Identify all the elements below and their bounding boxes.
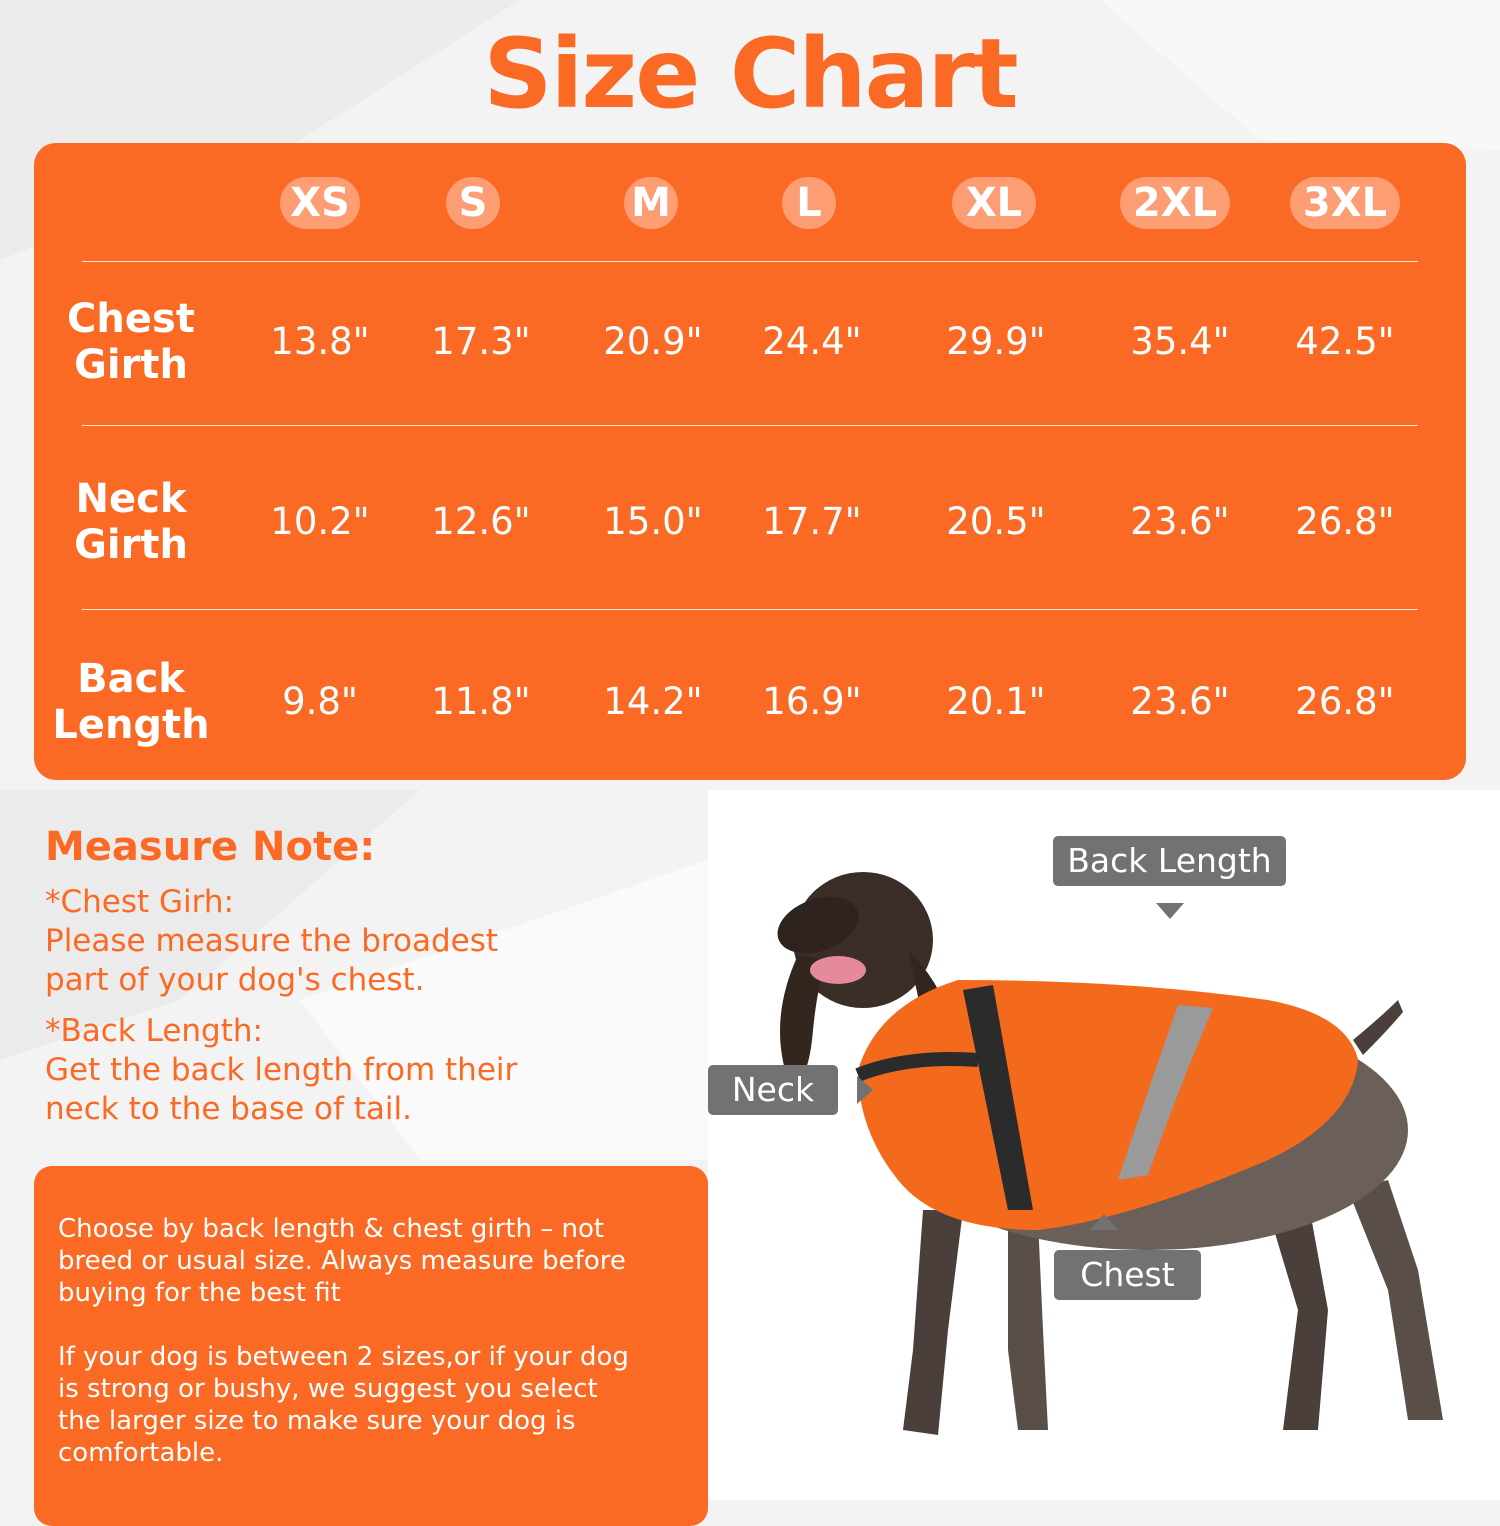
table-cell: 17.3" bbox=[431, 320, 531, 363]
table-cell: 12.6" bbox=[431, 500, 531, 543]
table-cell: 17.7" bbox=[762, 500, 862, 543]
neck-arrow-icon bbox=[857, 1076, 873, 1104]
size-header-xl: XL bbox=[952, 177, 1036, 229]
back-length-tag: Back Length bbox=[1053, 836, 1286, 886]
page-title: Size Chart bbox=[483, 18, 1017, 130]
back-note-heading: *Back Length: bbox=[45, 1013, 263, 1049]
back-length-arrow-icon bbox=[1156, 903, 1184, 919]
size-header-m: M bbox=[624, 177, 678, 229]
table-cell: 29.9" bbox=[946, 320, 1046, 363]
table-cell: 23.6" bbox=[1130, 500, 1230, 543]
table-cell: 11.8" bbox=[431, 680, 531, 723]
advice-text: is strong or bushy, we suggest you select bbox=[58, 1374, 598, 1404]
size-header-l: L bbox=[782, 177, 836, 229]
back-note-text: neck to the base of tail. bbox=[45, 1091, 412, 1127]
table-cell: 20.9" bbox=[603, 320, 703, 363]
size-header-xs: XS bbox=[280, 177, 360, 229]
advice-text: If your dog is between 2 sizes,or if your dog bbox=[58, 1342, 629, 1372]
back-note-text: Get the back length from their bbox=[45, 1052, 518, 1088]
table-cell: 20.1" bbox=[946, 680, 1046, 723]
table-divider bbox=[82, 425, 1418, 426]
row-label-chest-girth: Chest Girth bbox=[67, 296, 195, 388]
table-cell: 14.2" bbox=[603, 680, 703, 723]
advice-text: comfortable. bbox=[58, 1438, 224, 1468]
advice-text: the larger size to make sure your dog is bbox=[58, 1406, 576, 1436]
dog-in-jacket-illustration bbox=[708, 790, 1500, 1500]
chest-note-text: Please measure the broadest bbox=[45, 923, 498, 959]
chest-note-heading: *Chest Girh: bbox=[45, 884, 234, 920]
row-label-neck-girth: Neck Girth bbox=[74, 476, 188, 568]
table-cell: 10.2" bbox=[270, 500, 370, 543]
advice-text: Choose by back length & chest girth – not bbox=[58, 1214, 605, 1244]
table-cell: 16.9" bbox=[762, 680, 862, 723]
measure-note-title: Measure Note: bbox=[45, 824, 376, 870]
table-cell: 23.6" bbox=[1130, 680, 1230, 723]
table-cell: 24.4" bbox=[762, 320, 862, 363]
table-divider bbox=[82, 609, 1418, 610]
advice-text: buying for the best fit bbox=[58, 1278, 341, 1308]
table-divider bbox=[82, 261, 1418, 262]
row-label-back-length: Back Length bbox=[52, 656, 210, 748]
table-cell: 9.8" bbox=[282, 680, 358, 723]
table-cell: 13.8" bbox=[270, 320, 370, 363]
size-header-3xl: 3XL bbox=[1290, 177, 1400, 229]
size-header-2xl: 2XL bbox=[1120, 177, 1230, 229]
table-cell: 20.5" bbox=[946, 500, 1046, 543]
chest-note-text: part of your dog's chest. bbox=[45, 962, 425, 998]
table-cell: 15.0" bbox=[603, 500, 703, 543]
advice-text: breed or usual size. Always measure before bbox=[58, 1246, 626, 1276]
table-cell: 42.5" bbox=[1295, 320, 1395, 363]
chest-arrow-icon bbox=[1090, 1214, 1118, 1230]
neck-tag: Neck bbox=[708, 1065, 838, 1115]
size-header-s: S bbox=[446, 177, 500, 229]
table-cell: 26.8" bbox=[1295, 500, 1395, 543]
table-cell: 26.8" bbox=[1295, 680, 1395, 723]
table-cell: 35.4" bbox=[1130, 320, 1230, 363]
chest-tag: Chest bbox=[1054, 1250, 1201, 1300]
